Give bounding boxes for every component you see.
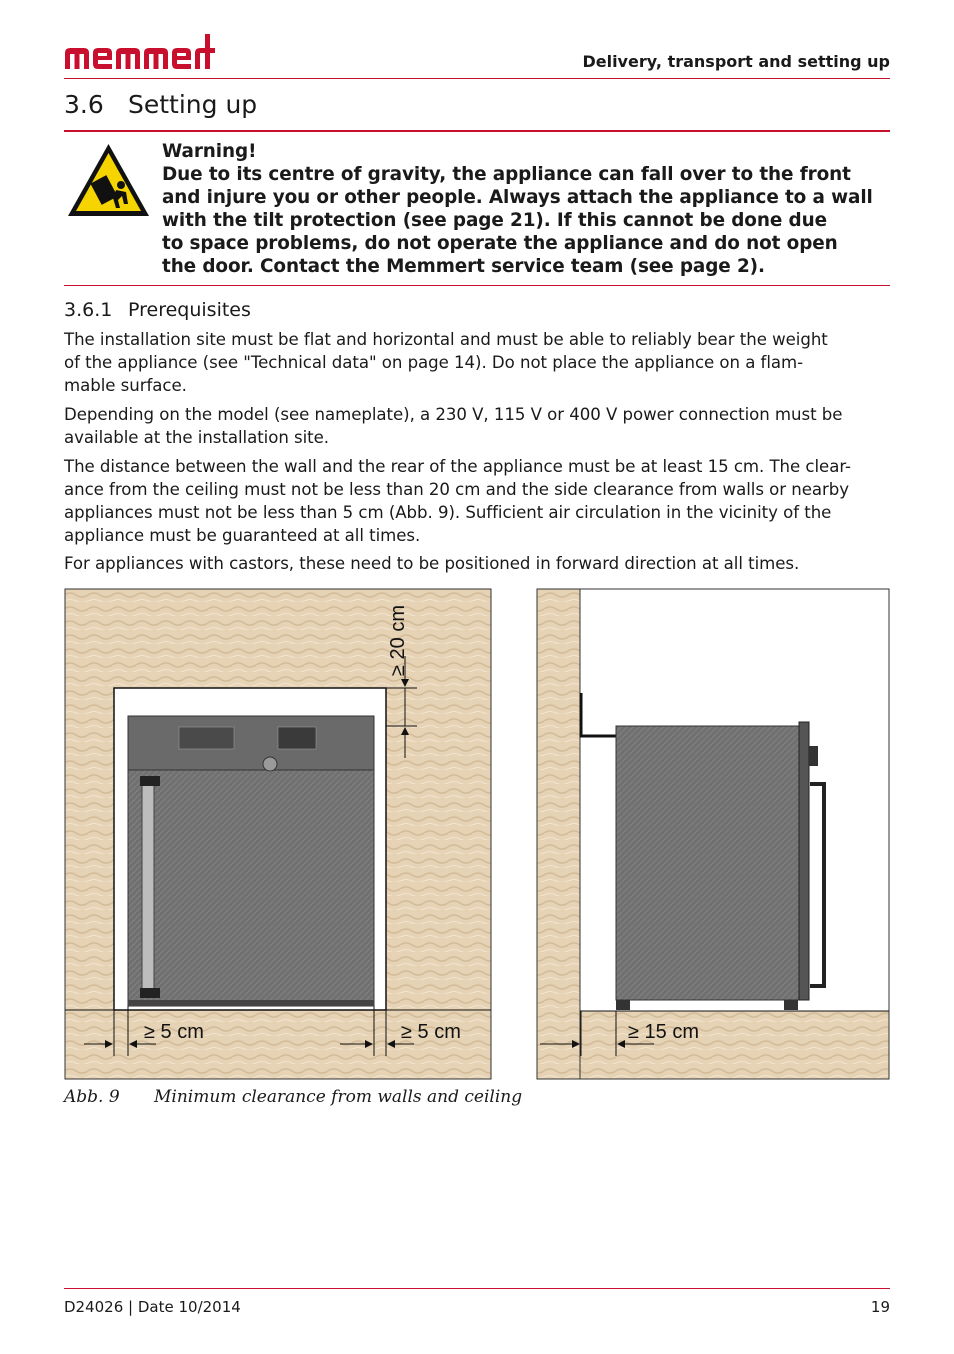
tipping-appliance-warning-icon bbox=[66, 142, 151, 218]
running-header-title: Delivery, transport and setting up bbox=[582, 52, 890, 71]
section-number: 3.6 bbox=[64, 90, 104, 119]
dimension-rear-label: ≥ 15 cm bbox=[628, 1021, 699, 1043]
clearance-figure bbox=[64, 588, 890, 1080]
header-rule bbox=[64, 78, 890, 79]
dimension-right-label: ≥ 5 cm bbox=[401, 1021, 461, 1043]
paragraph-line: available at the installation site. bbox=[64, 428, 330, 447]
warning-line: and injure you or other people. Always attach the appliance to a wall bbox=[162, 187, 873, 208]
section-heading bbox=[64, 90, 257, 119]
paragraph-line: of the appliance (see "Technical data" on page 14). Do not place the appliance on a flam- bbox=[64, 353, 804, 372]
figure-caption-label: Abb. 9 bbox=[64, 1087, 120, 1107]
warning-line: the door. Contact the Memmert service team (see page 2). bbox=[162, 256, 765, 277]
paragraph-line: appliance must be guaranteed at all times. bbox=[64, 526, 421, 545]
warning-rule bbox=[64, 285, 890, 286]
warning-text bbox=[162, 140, 892, 278]
paragraph-line: mable surface. bbox=[64, 376, 187, 395]
footer-document-info: D24026 | Date 10/2014 bbox=[64, 1298, 241, 1316]
paragraph-line: Depending on the model (see nameplate), a 230 V, 115 V or 400 V power connection must be bbox=[64, 405, 843, 424]
figure-caption-text: Minimum clearance from walls and ceiling bbox=[154, 1087, 523, 1107]
subsection-title: Prerequisites bbox=[128, 299, 251, 321]
figure-caption bbox=[64, 1087, 522, 1107]
paragraph bbox=[64, 403, 892, 449]
side-view-floor bbox=[580, 1011, 889, 1079]
appliance-front-view bbox=[128, 716, 374, 1006]
warning-line: Due to its centre of gravity, the appliance can fall over to the front bbox=[162, 164, 851, 185]
appliance-side-view bbox=[616, 722, 824, 1010]
paragraph-line: appliances must not be less than 5 cm (Abb. 9). Sufficient air circulation in the vicinity of the bbox=[64, 503, 832, 522]
paragraph-line: ance from the ceiling must not be less than 20 cm and the side clearance from walls or nearby bbox=[64, 480, 850, 499]
paragraph-line: The distance between the wall and the rear of the appliance must be at least 15 cm. The clear- bbox=[64, 457, 851, 476]
paragraph bbox=[64, 328, 892, 397]
paragraph-line: For appliances with castors, these need to be positioned in forward direction at all times. bbox=[64, 554, 800, 573]
paragraph bbox=[64, 455, 892, 547]
dimension-top-label: ≥ 20 cm bbox=[387, 605, 409, 676]
warning-line: with the tilt protection (see page 21). If this cannot be done due bbox=[162, 210, 827, 231]
section-rule bbox=[64, 130, 890, 132]
memmert-logo bbox=[64, 32, 216, 72]
warning-line: to space problems, do not operate the appliance and do not open bbox=[162, 233, 838, 254]
page-number: 19 bbox=[870, 1298, 890, 1316]
warning-line: Warning! bbox=[162, 141, 257, 162]
footer-rule bbox=[64, 1288, 890, 1289]
paragraph-line: The installation site must be flat and horizontal and must be able to reliably bear the weight bbox=[64, 330, 828, 349]
subsection-heading bbox=[64, 299, 251, 321]
subsection-number: 3.6.1 bbox=[64, 299, 113, 321]
side-view-wall bbox=[537, 589, 580, 1079]
dimension-left-label: ≥ 5 cm bbox=[144, 1021, 204, 1043]
paragraph bbox=[64, 552, 892, 575]
section-title: Setting up bbox=[128, 90, 258, 119]
